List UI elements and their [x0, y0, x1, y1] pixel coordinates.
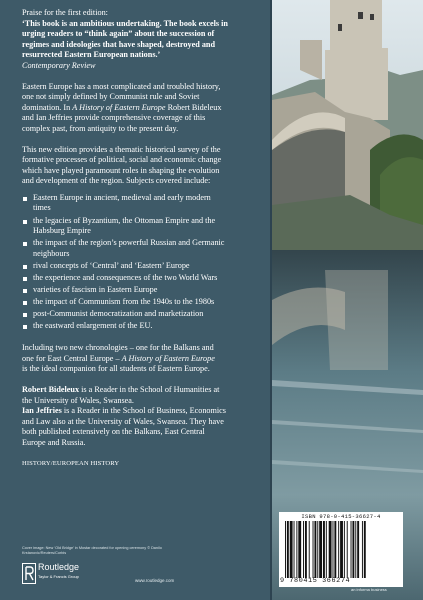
author-bios [22, 385, 272, 449]
edition-paragraph [22, 145, 272, 187]
publisher-subtitle: Taylor & Francis Group [38, 574, 79, 579]
intro-line: one not simply defined by Communist rule and Soviet [22, 92, 200, 102]
edition-line: formative processes of political, social and economic change [22, 155, 222, 165]
list-item [22, 238, 272, 259]
list-item-text: times [33, 203, 51, 213]
barcode-bar [338, 521, 339, 578]
list-item-text: the eastward enlargement of the EU. [33, 321, 153, 331]
barcode-bar [329, 521, 332, 578]
barcode-bar [357, 521, 359, 578]
edition-line: which have played paramount roles in shaping the evolution [22, 165, 220, 175]
cover-image-credit: Cover image: New ‘Old Bridge’ in Mostar decorated for opening ceremony © Danilo Krstanovic/Reuters/Corbis [22, 546, 162, 555]
bullet-icon [23, 242, 27, 246]
barcode-bar [344, 521, 345, 578]
barcode-bar [298, 521, 301, 578]
bullet-icon [23, 325, 27, 329]
bio-text: Europe and Russia. [22, 438, 86, 447]
list-item-text: the impact of Communism from the 1940s to the 1980s [33, 296, 215, 306]
list-item [22, 261, 272, 272]
bullet-icon [23, 277, 27, 281]
routledge-logo-icon [22, 563, 36, 584]
barcode-bar [309, 521, 310, 578]
list-item-text: the legacies of Byzantium, the Ottoman Empire and the [33, 215, 216, 225]
barcode-bar [313, 521, 314, 578]
list-item [22, 309, 272, 320]
list-item-text: the impact of the region’s powerful Russian and Germanic [33, 238, 225, 248]
barcode-bar [326, 521, 327, 578]
list-item [22, 273, 272, 284]
list-item [22, 321, 272, 332]
bullet-icon [23, 313, 27, 317]
quote-line: urging readers to “think again” about the succession of [22, 29, 215, 39]
intro-line: Robert Bideleux [165, 102, 222, 112]
barcode-bar [362, 521, 363, 578]
barcode-bar [287, 521, 289, 578]
barcode-digits: 9 780415 366274 [280, 577, 351, 585]
publisher-logo [22, 562, 80, 586]
barcode-bar [296, 521, 297, 578]
bullet-icon [23, 301, 27, 305]
quote-line: resurrected Eastern European nations.’ [22, 50, 161, 60]
list-item-text: varieties of fascism in Eastern Europe [33, 284, 158, 294]
barcode-bar [319, 521, 322, 578]
publisher-website[interactable]: www.routledge.com [135, 578, 175, 583]
praise-intro: Praise for the first edition: [22, 8, 108, 17]
intro-line: complex past, from antiquity to the present day. [22, 123, 179, 133]
barcode-bar [352, 521, 354, 578]
chronology-paragraph [22, 343, 272, 375]
intro-line: domination. In [22, 102, 73, 112]
edition-line: This new edition provides a thematic historical survey of the [22, 144, 221, 154]
isbn-barcode [279, 512, 403, 587]
author-name-jeffries: Ian Jeffries [22, 406, 62, 416]
mostar-bridge-photo [270, 0, 423, 600]
list-item [22, 193, 272, 214]
bio-text: is a Reader in the School of Business, Economics [61, 406, 226, 416]
bio-text: is a Reader in the School of Humanities at [79, 385, 220, 395]
list-item-text: post-Communist democratization and marketization [33, 309, 204, 319]
bio-text: the University of Wales, Swansea. [22, 395, 134, 405]
subjects-list [22, 193, 272, 332]
intro-line: Eastern Europe has a most complicated and troubled history, [22, 81, 221, 91]
bullet-icon [23, 289, 27, 293]
barcode-bar [334, 521, 336, 578]
isbn-label: ISBN 978-0-415-36627-4 [301, 513, 381, 520]
barcode-bars [285, 521, 397, 578]
barcode-bar [314, 521, 316, 578]
barcode-bar [333, 521, 334, 578]
list-item-text: rival concepts of ‘Central’ and ‘Eastern’ Europe [33, 260, 190, 270]
list-item [22, 285, 272, 296]
bio-text: and Law also at the University of Wales, Swansea. They have [22, 416, 224, 426]
barcode-bar [355, 521, 356, 578]
barcode-bar [347, 521, 348, 578]
barcode-bar [303, 521, 304, 578]
praise-quote [22, 19, 272, 61]
subject-category: HISTORY/EUROPEAN HISTORY [22, 459, 120, 467]
chronology-line: Including two new chronologies – one for the Balkans and [22, 343, 214, 353]
intro-line: and Ian Jeffries provide comprehensive coverage of this [22, 113, 206, 123]
barcode-bar [340, 521, 343, 578]
bio-text: both published extensively on the Balkans, East Central [22, 427, 205, 437]
list-item-text: Habsburg Empire [33, 226, 91, 235]
quote-line: regimes and ideologies that have shaped, destroyed and [22, 39, 216, 49]
publisher-name: Routledge [38, 562, 80, 572]
praise-source: Contemporary Review [22, 60, 96, 70]
list-item [22, 216, 272, 237]
author-name-bideleux: Robert Bideleux [22, 385, 80, 395]
blurb-column [22, 8, 272, 469]
barcode-bar [305, 521, 307, 578]
list-item-text: the experience and consequences of the two World Wars [33, 272, 218, 282]
list-item [22, 297, 272, 308]
barcode-bar [317, 521, 318, 578]
edition-line: and development of the region. Subjects covered include: [22, 176, 211, 186]
barcode-bar [290, 521, 293, 578]
barcode-bar [285, 521, 286, 578]
list-item-text: Eastern Europe in ancient, medieval and early modern [33, 192, 211, 202]
quote-line: ‘This book is an ambitious undertaking. The book excels in [22, 18, 228, 28]
book-title: A History of Eastern Europe [72, 102, 166, 112]
barcode-bar [364, 521, 366, 578]
intro-paragraph [22, 82, 272, 135]
chronology-line: is the ideal companion for all students of Eastern Europe. [22, 364, 210, 374]
bullet-icon [23, 197, 27, 201]
bullet-icon [23, 220, 27, 224]
barcode-bar [323, 521, 325, 578]
chronology-line: one for East Central Europe – [22, 353, 122, 363]
bullet-icon [23, 265, 27, 269]
book-title: A History of Eastern Europe [121, 353, 215, 363]
informa-tagline: an informa business [351, 587, 387, 592]
barcode-bar [294, 521, 295, 578]
list-item-text: neighbours [33, 248, 70, 258]
barcode-bar [351, 521, 352, 578]
